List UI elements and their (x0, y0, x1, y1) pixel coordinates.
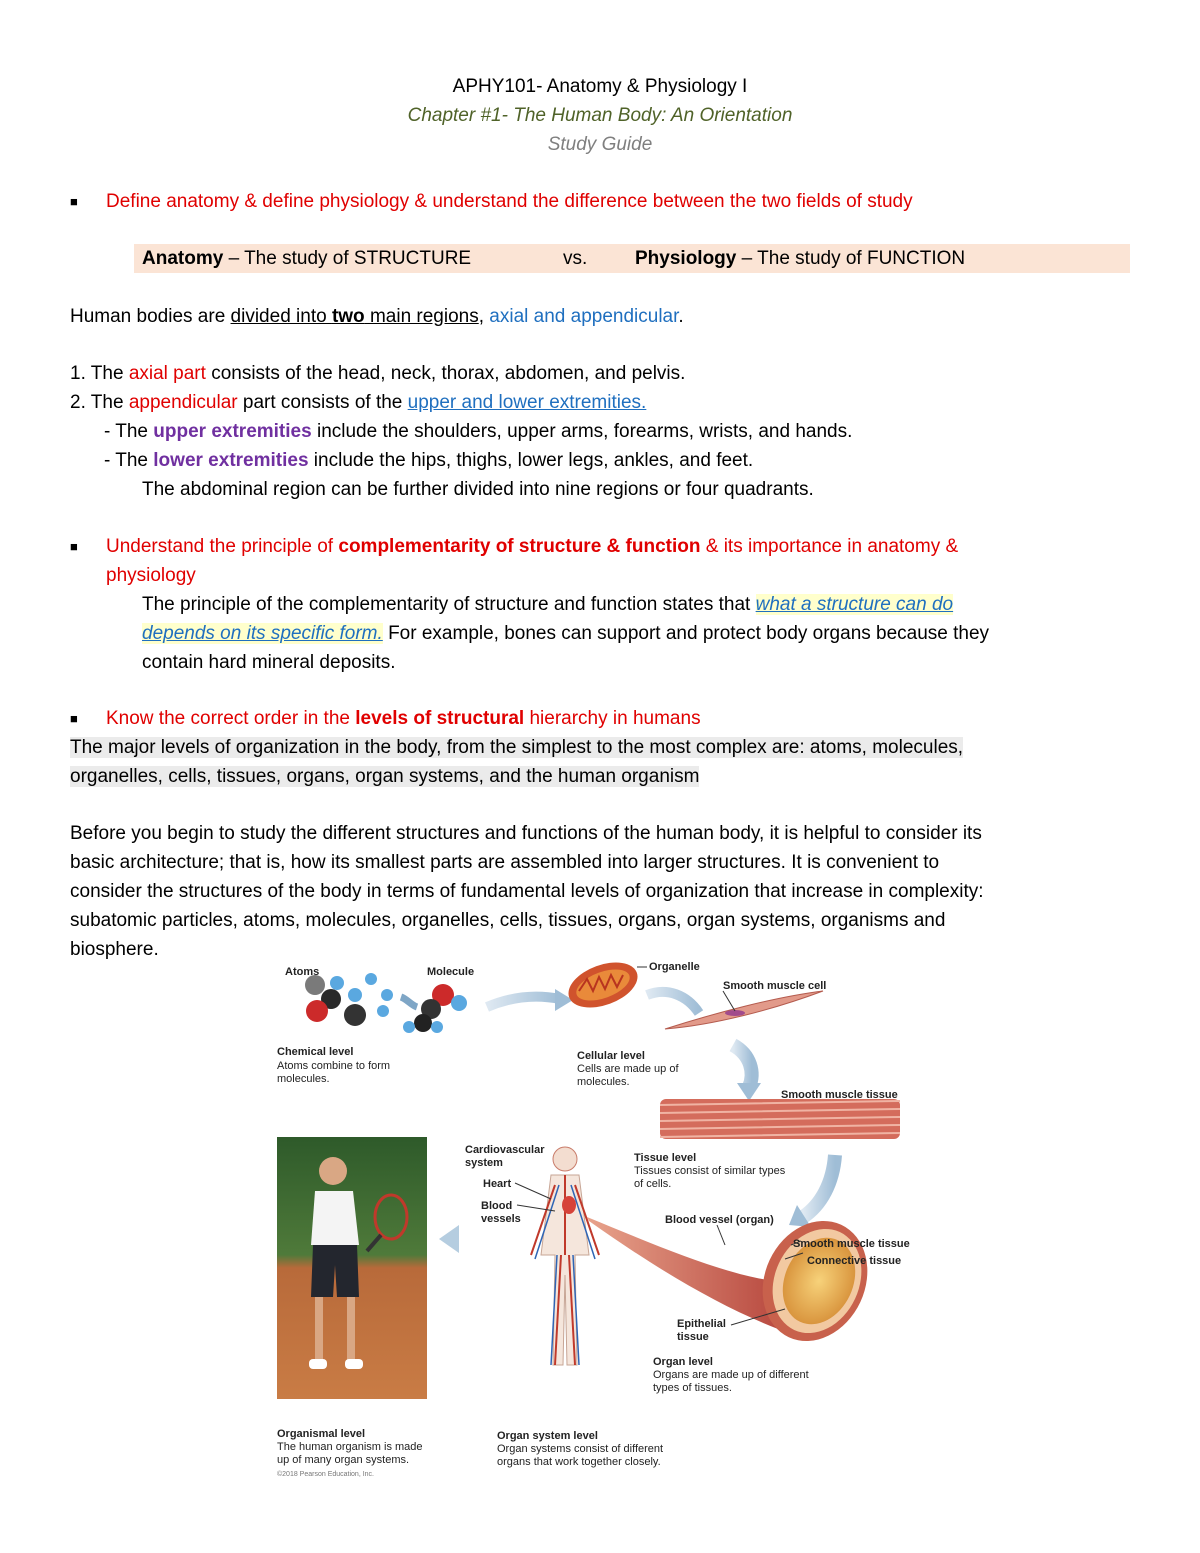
appendicular-line (70, 388, 646, 417)
organ-system-level-title: Organ system level (497, 1430, 598, 1442)
upper-desc: include the shoulders, upper arms, forearms, wrists, and hands. (311, 421, 853, 442)
objective-1: Define anatomy & define physiology & understand the difference between the two fields of study (106, 191, 913, 212)
physiology-definition (635, 244, 965, 273)
atoms-label: Atoms (285, 966, 320, 978)
organ-level-desc-1: Organs are made up of different (653, 1369, 809, 1381)
principle-line-3: contain hard mineral deposits. (142, 652, 396, 673)
tissue-level-title: Tissue level (634, 1152, 697, 1164)
physiology-term: Physiology (635, 248, 737, 269)
lower-desc: include the hips, thighs, lower legs, ankles, and feet. (308, 450, 754, 471)
app-desc: part consists of the (237, 392, 408, 413)
course-title: APHY101- Anatomy & Physiology I (452, 76, 748, 97)
chemical-level-title: Chemical level (277, 1046, 354, 1058)
blood-vessel-illustration (587, 1204, 887, 1359)
page-subtitle: Study Guide (547, 134, 653, 155)
tissue-level-desc-2: of cells. (634, 1178, 672, 1190)
obj2-b: complementarity of structure & function (338, 536, 701, 557)
objective-2 (106, 532, 958, 561)
organelle-label: Organelle (649, 961, 700, 973)
organismal-level-desc-1: The human organism is made (277, 1441, 423, 1453)
levels-text-1: The major levels of organization in the body, from the simplest to the most complex are: atoms, molecules, (70, 737, 964, 758)
lower-extremities-line (104, 446, 753, 475)
abdominal-note: The abdominal region can be further divided into nine regions or four quadrants. (142, 479, 814, 500)
anatomy-def-keyword: STRUCTURE (353, 248, 472, 269)
anatomy-def-text: – The study of (223, 248, 354, 269)
cellular-level-title: Cellular level (577, 1050, 645, 1062)
app-term: appendicular (128, 392, 238, 413)
bullet-marker: ■ (70, 711, 78, 726)
app-prefix: 2. The (70, 392, 129, 413)
anatomy-definition (142, 244, 471, 273)
tennis-player-photo (277, 1137, 427, 1399)
smooth-muscle-tissue-illustration (660, 1099, 900, 1139)
principle-key-b: depends on its specific form. (142, 623, 383, 644)
upper-term: upper extremities (153, 421, 312, 442)
physiology-def-keyword: FUNCTION (866, 248, 966, 269)
smooth-muscle-tissue-label-2: Smooth muscle tissue (793, 1238, 910, 1250)
regions-names: axial and appendicular (489, 306, 679, 327)
chapter-title: Chapter #1- The Human Body: An Orientation (407, 105, 793, 126)
principle-line-2 (142, 619, 989, 648)
connective-tissue-label: Connective tissue (807, 1255, 902, 1267)
cellular-level-desc-2: molecules. (577, 1076, 630, 1088)
epithelial-tissue-label-1: Epithelial (677, 1318, 726, 1330)
regions-period: . (678, 306, 684, 327)
organismal-level-desc-2: up of many organ systems. (277, 1454, 410, 1466)
upper-prefix: - The (104, 421, 154, 442)
axial-prefix: 1. The (70, 363, 129, 384)
axial-term: axial part (128, 363, 206, 384)
cellular-level-desc-1: Cells are made up of (577, 1063, 679, 1075)
architecture-line-2: basic architecture; that is, how its smallest parts are assembled into larger structures. It is convenient to (70, 852, 940, 873)
molecule-label: Molecule (427, 966, 475, 978)
anatomy-term: Anatomy (142, 248, 224, 269)
principle-key-a: what a structure can do (755, 594, 954, 615)
versus-label: vs. (563, 248, 588, 269)
regions-u1: divided into (230, 306, 332, 327)
obj2-a: Understand the principle of (106, 536, 339, 557)
organ-level-desc-2: types of tissues. (653, 1382, 732, 1394)
organ-system-level-desc-1: Organ systems consist of different (497, 1443, 664, 1455)
regions-intro-text: Human bodies are (70, 306, 231, 327)
levels-of-organization-figure (255, 955, 955, 1495)
blood-vessel-organ-label: Blood vessel (organ) (665, 1214, 774, 1226)
regions-underlined (231, 306, 479, 327)
tissue-level-desc-1: Tissues consist of similar types (634, 1165, 786, 1177)
regions-intro (70, 302, 684, 331)
organelle-illustration (562, 955, 643, 1016)
bullet-marker: ■ (70, 539, 78, 554)
cardiovascular-system-illustration (531, 1147, 599, 1365)
axial-line (70, 359, 685, 388)
obj3-b: levels of structural (355, 708, 525, 729)
organ-system-level-desc-2: organs that work together closely. (497, 1456, 661, 1468)
lower-term: lower extremities (153, 450, 309, 471)
levels-line-2 (70, 762, 699, 791)
levels-line-1 (70, 733, 963, 762)
principle-example: For example, bones can support and protect body organs because they (382, 623, 990, 644)
smooth-muscle-tissue-label: Smooth muscle tissue (781, 1089, 898, 1101)
heart-label: Heart (483, 1178, 512, 1190)
axial-desc: consists of the head, neck, thorax, abdomen, and pelvis. (205, 363, 686, 384)
objective-3 (106, 704, 701, 733)
architecture-line-1: Before you begin to study the different structures and functions of the human body, it is helpful to consider its (70, 823, 982, 844)
physiology-def-text: – The study of (736, 248, 867, 269)
architecture-line-3: consider the structures of the body in terms of fundamental levels of organization that increase in complexity: (70, 881, 984, 902)
smooth-muscle-cell-label: Smooth muscle cell (723, 980, 827, 992)
principle-text: The principle of the complementarity of structure and function states that (142, 594, 756, 615)
organ-level-title: Organ level (653, 1356, 713, 1368)
regions-comma: , (478, 306, 490, 327)
upper-extremities-line (104, 417, 852, 446)
chemical-level-desc-2: molecules. (277, 1073, 330, 1085)
chemical-level-desc-1: Atoms combine to form (277, 1060, 391, 1072)
obj2-c: & its importance in anatomy & (700, 536, 959, 557)
architecture-line-5: biosphere. (70, 939, 159, 960)
organismal-level-title: Organismal level (277, 1428, 366, 1440)
cardiovascular-label-2: system (465, 1157, 503, 1169)
atoms-illustration (305, 973, 393, 1026)
lower-prefix: - The (104, 450, 154, 471)
extremities-link: upper and lower extremities. (407, 392, 647, 413)
epithelial-tissue-label-2: tissue (677, 1331, 709, 1343)
blood-vessels-label-2: vessels (481, 1213, 521, 1225)
figure-copyright: ©2018 Pearson Education, Inc. (277, 1471, 374, 1478)
blood-vessels-label-1: Blood (481, 1200, 513, 1212)
regions-u2: two (331, 306, 365, 327)
cardiovascular-label-1: Cardiovascular (465, 1144, 545, 1156)
obj3-c: hierarchy in humans (524, 708, 701, 729)
bullet-marker: ■ (70, 194, 78, 209)
principle-line-1 (142, 590, 953, 619)
levels-text-2: organelles, cells, tissues, organs, organ systems, and the human organism (70, 766, 700, 787)
objective-2-cont: physiology (106, 565, 196, 586)
obj3-a: Know the correct order in the (106, 708, 356, 729)
architecture-line-4: subatomic particles, atoms, molecules, organelles, cells, tissues, organs, organ systems, organisms and (70, 910, 946, 931)
regions-u3: main regions (364, 306, 479, 327)
